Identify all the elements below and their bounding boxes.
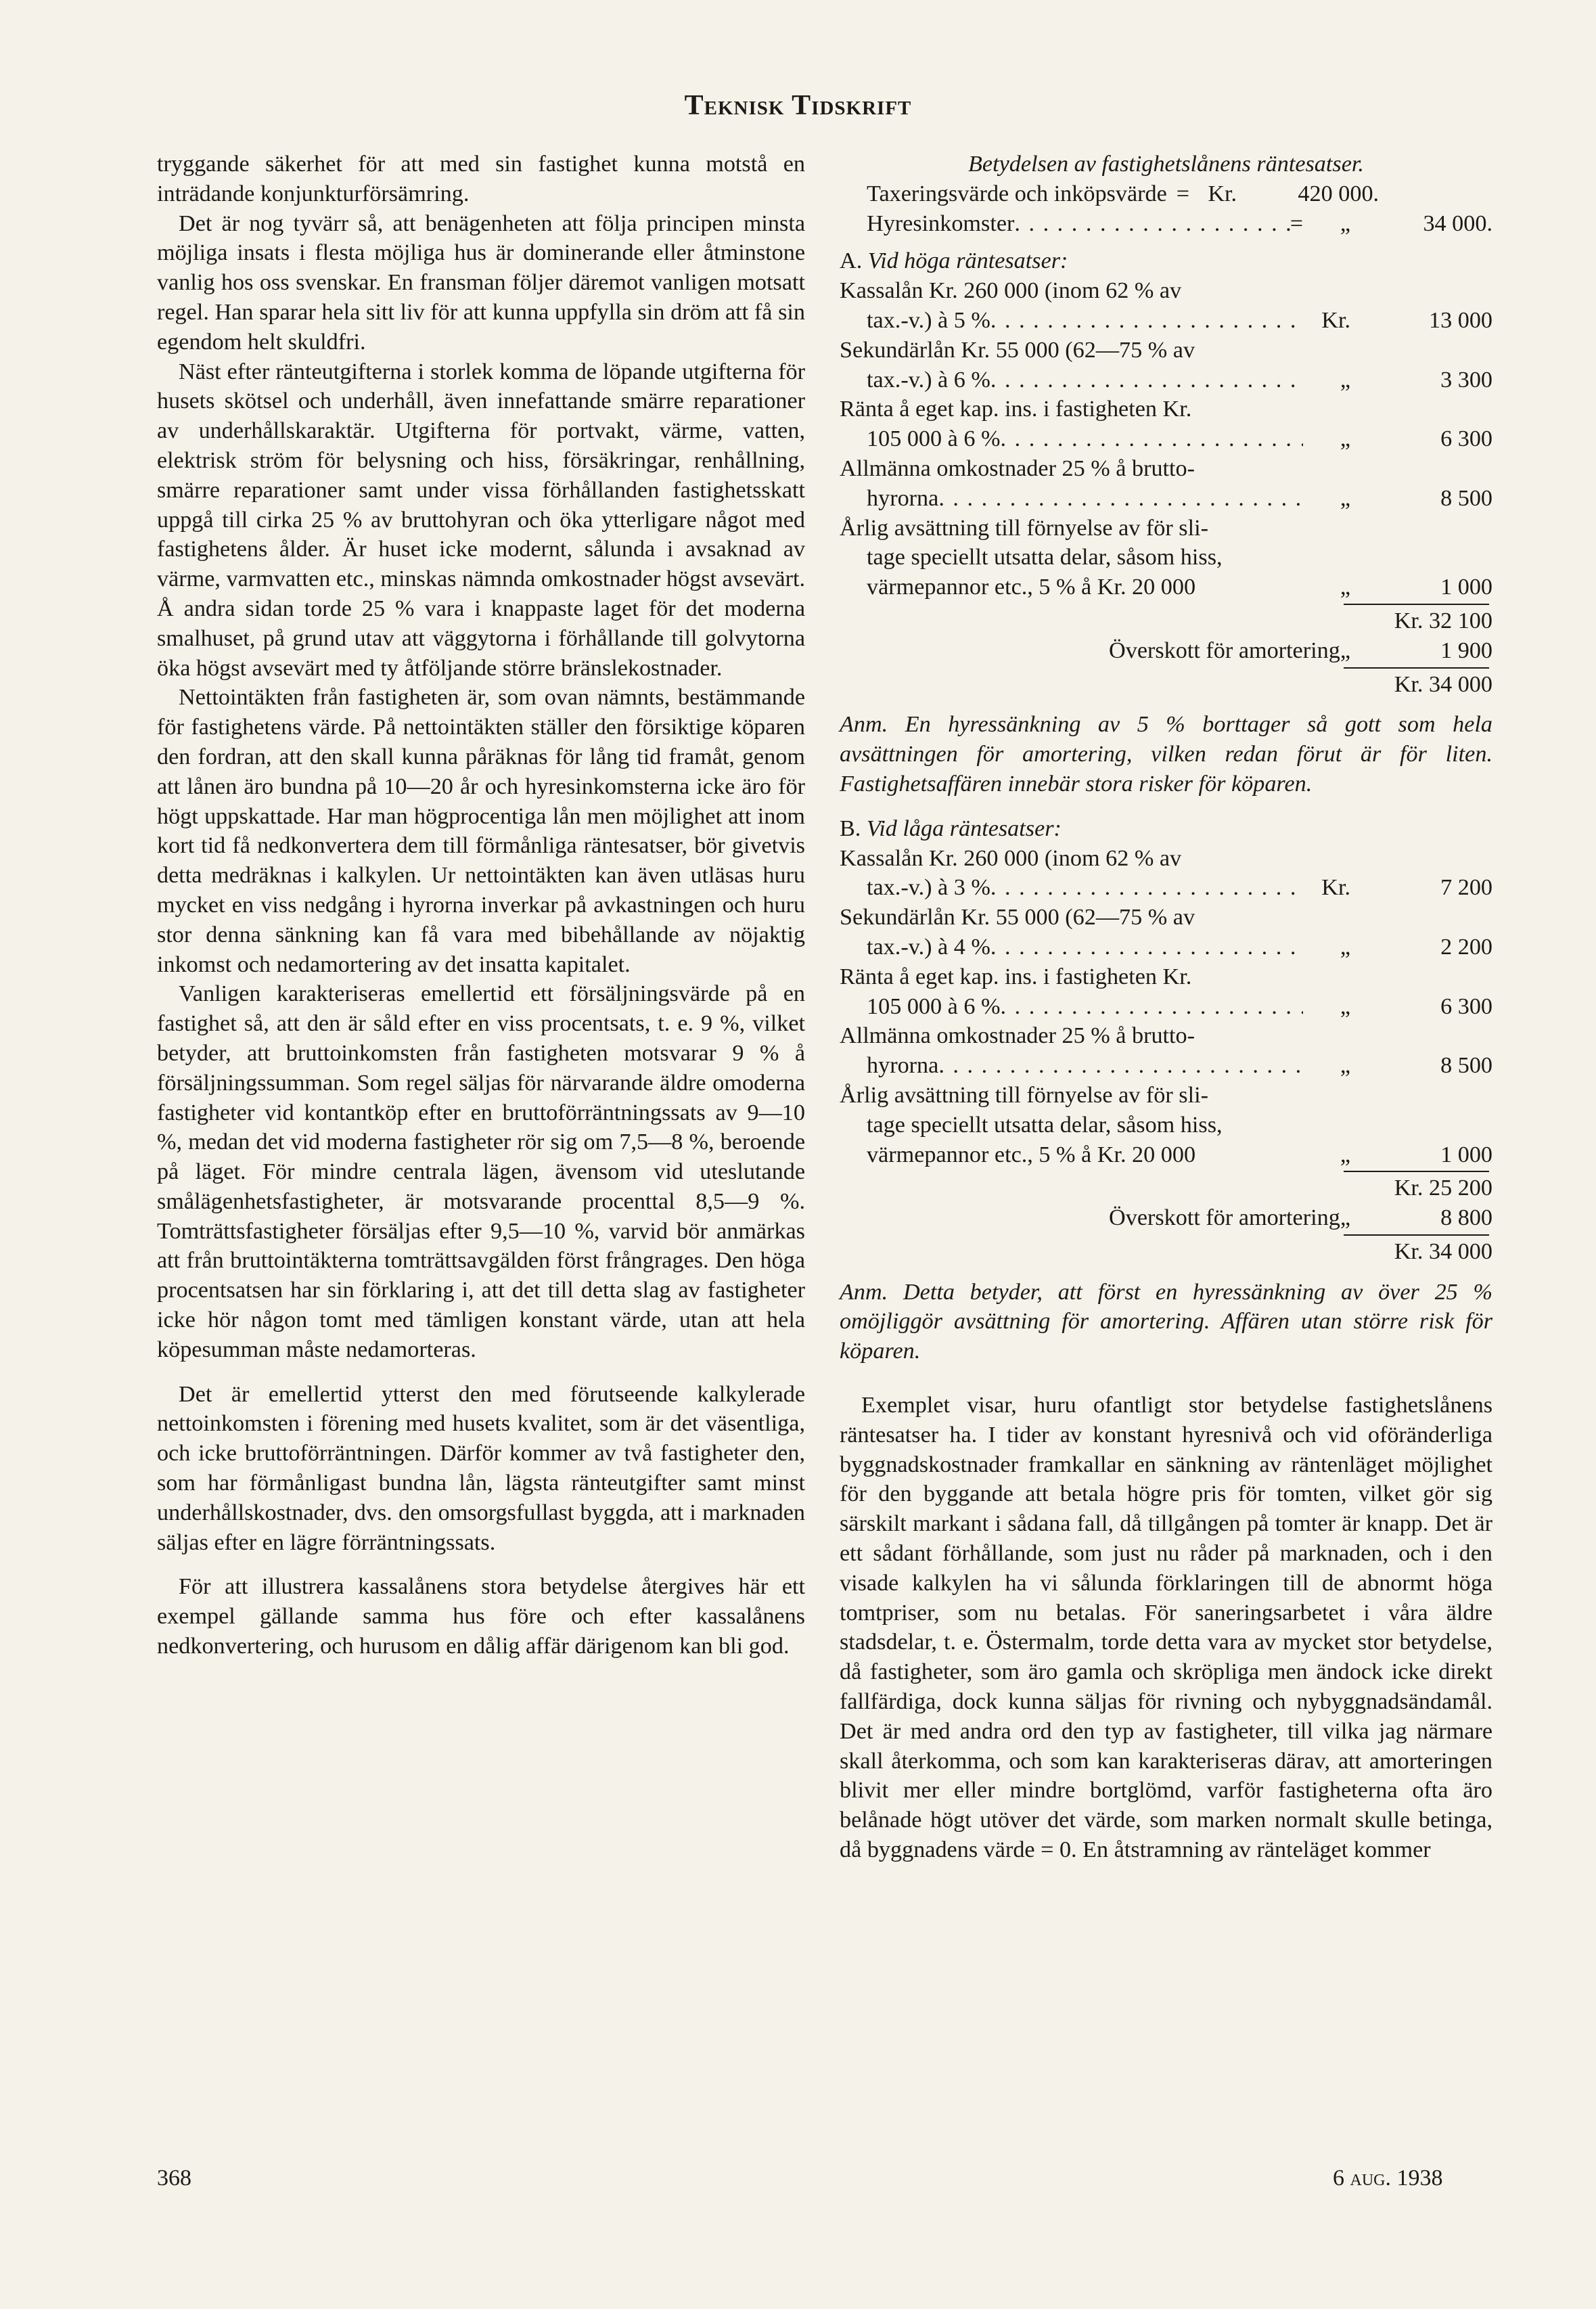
b-sum1: Kr. 25 200 <box>1394 1175 1492 1201</box>
a-allm-row: hyrorna . . . „ 8 500 <box>840 484 1492 514</box>
calculation-title: Betydelsen av fastighetslånens räntesatser. <box>968 152 1364 177</box>
b-ranta-line1: Ränta å eget kap. ins. i fastigheten Kr. <box>840 964 1192 989</box>
dot-leader <box>1001 992 1304 1022</box>
paragraph: Det är nog tyvärr så, att benägenheten att följa principen minsta möjliga insats i flesta möjliga hus är dominerande eller åtminstone vanlig hos oss svenskar. En fransman följer däremot vanligen motsatt regel. Han sparar hela sitt liv för att kunna uppfylla sin dröm att få sin egendom helt skuldfri. <box>157 210 805 355</box>
b-sek-row: tax.-v.) à 4 % . . . „ 2 200 <box>840 933 1492 962</box>
b-sek-line1: Sekundärlån Kr. 55 000 (62—75 % av <box>840 905 1195 931</box>
a-ranta-row: 105 000 à 6 % . . . „ 6 300 <box>840 424 1492 454</box>
dot-leader <box>990 365 1303 395</box>
taxering-label: Taxeringsvärde och inköpsvärde <box>867 181 1167 206</box>
a-sum1: Kr. 32 100 <box>1394 608 1492 633</box>
dot-leader <box>938 1051 1303 1081</box>
a-sek-row: tax.-v.) à 6 % . . . „ 3 300 <box>840 365 1492 395</box>
dot-leader <box>1014 209 1290 239</box>
dot-leader <box>1001 424 1304 454</box>
b-overskott-row: Överskott för amortering „ 8 800 <box>1109 1205 1492 1231</box>
a-arlig-line1: Årlig avsättning till förnyelse av för sli- <box>840 515 1208 541</box>
b-allm-line1: Allmänna omkostnader 25 % å brutto- <box>840 1023 1195 1049</box>
a-arlig-row: värmepannor etc., 5 % å Kr. 20 000 „ 1 000 <box>867 575 1492 600</box>
a-sek-line1: Sekundärlån Kr. 55 000 (62—75 % av <box>840 337 1195 363</box>
b-ranta-row: 105 000 à 6 % . . . „ 6 300 <box>840 992 1492 1022</box>
hyres-label: Hyresinkomster <box>867 210 1015 236</box>
hyres-row <box>840 209 1492 239</box>
taxering-currency: Kr. <box>1208 181 1237 206</box>
b-kassa-row: tax.-v.) à 3 % . . . Kr. 7 200 <box>840 873 1492 903</box>
dot-leader <box>990 933 1303 962</box>
issue-date: 6 aug. 1938 <box>1333 2166 1443 2191</box>
dot-leader <box>990 306 1303 336</box>
taxering-value: 420 000. <box>1298 181 1380 206</box>
b-arlig-line1: Årlig avsättning till förnyelse av för sli- <box>840 1082 1208 1108</box>
note-b: Anm. Detta betyder, att först en hyressänkning av över 25 % omöjliggör avsättning för amortering. Affären utan större risk för köparen. <box>840 1279 1492 1364</box>
b-arlig-row: värmepannor etc., 5 % å Kr. 20 000 „ 1 000 <box>867 1142 1492 1167</box>
paragraph: Nettointäkten från fastigheten är, som ovan nämnts, bestämmande för fastighetens värde. På nettointäkten ställer den försiktige köparen den fordran, att den skall kunna påräknas för lång tid framåt, genom att lånen äro bundna på 10—20 år och hyresinkomsterna icke äro för högt uppskattade. Har man högprocentiga lån men möjlighet att inom kort tid få nedkonvertera dem till förmånliga räntesatser, bör givetvis detta medräknas i kalkylen. Ur nettointäkten kan även utläsas huru mycket en viss nedgång i hyrorna inverkar på avkastningen och huru stor denna sänkning kan få vara med bibehållande av nöjaktig inkomst och nedamortering av det insatta kapitalet. <box>157 685 805 977</box>
paragraph: Näst efter ränteutgifterna i storlek komma de löpande utgifterna för husets skötsel och underhåll, även innefattande smärre reparationer av underhållskaraktär. Utgifterna för portvakt, värme, vatten, elektrisk ström för belysning och hiss, försäkringar, renhållning, smärre reparationer samt under vissa förhållanden fastighetsskatt uppgå till cirka 25 % av bruttohyran och öka ytterligare något med fastighetens ålder. Är huset icke modernt, sålunda i avsaknad av värme, varmvatten etc., minskas nämnda omkostnader högst avsevärt. Å andra sidan torde 25 % vara i knappaste laget för det moderna smalhuset, på grund utav att väggytorna i förhållande till golvytorna öka högst avsevärt med ty åtföljande större bränslekostnader. <box>157 359 805 681</box>
left-column <box>157 150 805 1661</box>
right-column <box>840 150 1492 1865</box>
b-allm-row: hyrorna . . . „ 8 500 <box>840 1051 1492 1081</box>
sum-rule <box>1344 667 1489 669</box>
hyres-eq: = <box>1290 210 1303 236</box>
dot-leader <box>990 873 1303 903</box>
dot-leader <box>938 484 1303 514</box>
paragraph: För att illustrera kassalånens stora betydelse återgives här ett exempel gällande samma hus före och efter kassalånens nedkonvertering, och hurusom en dålig affär därigenom kan bli god. <box>157 1574 805 1659</box>
page-number: 368 <box>157 2166 191 2191</box>
sum-rule <box>1344 604 1489 605</box>
b-kassa-line1: Kassalån Kr. 260 000 (inom 62 % av <box>840 845 1182 871</box>
section-b-heading: B. Vid låga räntesatser: <box>840 815 1062 841</box>
paragraph: tryggande säkerhet för att med sin fastighet kunna motstå en inträdande konjunkturförsämring. <box>157 152 805 206</box>
taxering-eq: = <box>1176 181 1190 206</box>
sum-rule <box>1344 1171 1489 1172</box>
paragraph: Det är emellertid ytterst den med förutseende kalkylerade nettoinkomsten i förening med husets kvalitet, som är det väsentliga, och icke bruttoförräntningen. Därför kommer av två fastigheter den, som har förmånligast bundna lån, lägsta ränteutgifter samt minst underhållskostnader, dvs. den omsorgsfullast byggda, att i marknaden säljas efter en lägre förräntningssats. <box>157 1381 805 1555</box>
paragraph: Vanligen karakteriseras emellertid ett försäljningsvärde på en fastighet så, att den är såld efter en viss procentsats, t. e. 9 %, vilket betyder, att bruttoinkomsten från fastigheten motsvarar 9 % å försäljningssumman. Som regel säljas för närvarande äldre omoderna fastigheter vid kontantköp efter en bruttoförräntningssats av 9—10 %, medan det vid moderna fastigheter rör sig om 7,5—8 %, beroende på läget. För mindre centrala lägen, ävensom vid uteslutande smålägenhetsfastigheter, är motsvarande procenttal 8,5—9 %. Tomträttsfastigheter försäljas efter 9,5—10 %, varvid bör anmärkas att från bruttointäkterna tomträttsavgälden först frångrages. Den höga procentsatsen har sin förklaring i, att det till detta slag av fastigheter icke hör någon tomt med tämligen konstant värde, utan att hela köpesumman måste nedamorteras. <box>157 981 805 1362</box>
paragraph: Exemplet visar, huru ofantligt stor betydelse fastighetslånens räntesatser ha. I tider av konstant hyresnivå och vid oföränderliga byggnadskostnader framkallar en sänkning av räntenläget möjlighet för den byggande att betala högre pris för tomten, vilket gör sig särskilt markant i sådana fall, då tillgången på tomter är knapp. Det är ett sådant förhållande, som just nu råder på marknaden, och i den visade kalkylen ha vi sålunda förklaringen till de abnormt höga tomtpriser, som nu betalas. För saneringsarbetet i våra äldre stadsdelar, t. e. Östermalm, torde detta vara av mycket stor betydelse, då fastigheter, som äro gamla och skröpliga men ändock icke direkt fallfärdiga, dock kunna säljas för rivning och nybyggnadsändamål. Det är med andra ord den typ av fastigheter, till vilka jag närmare skall återkomma, och som kan karakteriseras därav, att amorteringen blivit mer eller mindre bortglömd, varför fastigheterna ofta äro belånade högt utöver det värde, som marken normalt skulle betinga, då byggnadens värde = 0. En åtstramning av ränteläget kommer <box>840 1393 1492 1863</box>
b-arlig-line2: tage speciellt utsatta delar, såsom hiss, <box>867 1112 1223 1138</box>
note-a: Anm. En hyressänkning av 5 % borttager så gott som hela avsättningen för amortering, vilken redan förut är för liten. Fastighetsaffären innebär stora risker för köparen. <box>840 712 1492 797</box>
section-a-heading: A. Vid höga räntesatser: <box>840 248 1068 274</box>
a-kassa-line1: Kassalån Kr. 260 000 (inom 62 % av <box>840 278 1182 304</box>
a-ranta-line1: Ränta å eget kap. ins. i fastigheten Kr. <box>840 397 1192 422</box>
hyres-value: 34 000. <box>1423 210 1492 236</box>
taxering-row <box>840 179 1492 209</box>
a-allm-line1: Allmänna omkostnader 25 % å brutto- <box>840 455 1195 481</box>
hyres-currency: „ <box>1340 210 1350 236</box>
a-overskott-row: Överskott för amortering „ 1 900 <box>1109 637 1492 663</box>
a-sum2: Kr. 34 000 <box>1394 671 1492 697</box>
a-arlig-line2: tage speciellt utsatta delar, såsom hiss, <box>867 545 1223 570</box>
journal-header: Teknisk Tidskrift <box>684 90 912 121</box>
sum-rule <box>1344 1234 1489 1236</box>
a-kassa-row: tax.-v.) à 5 % . . . Kr. 13 000 <box>840 306 1492 336</box>
b-sum2: Kr. 34 000 <box>1394 1238 1492 1264</box>
